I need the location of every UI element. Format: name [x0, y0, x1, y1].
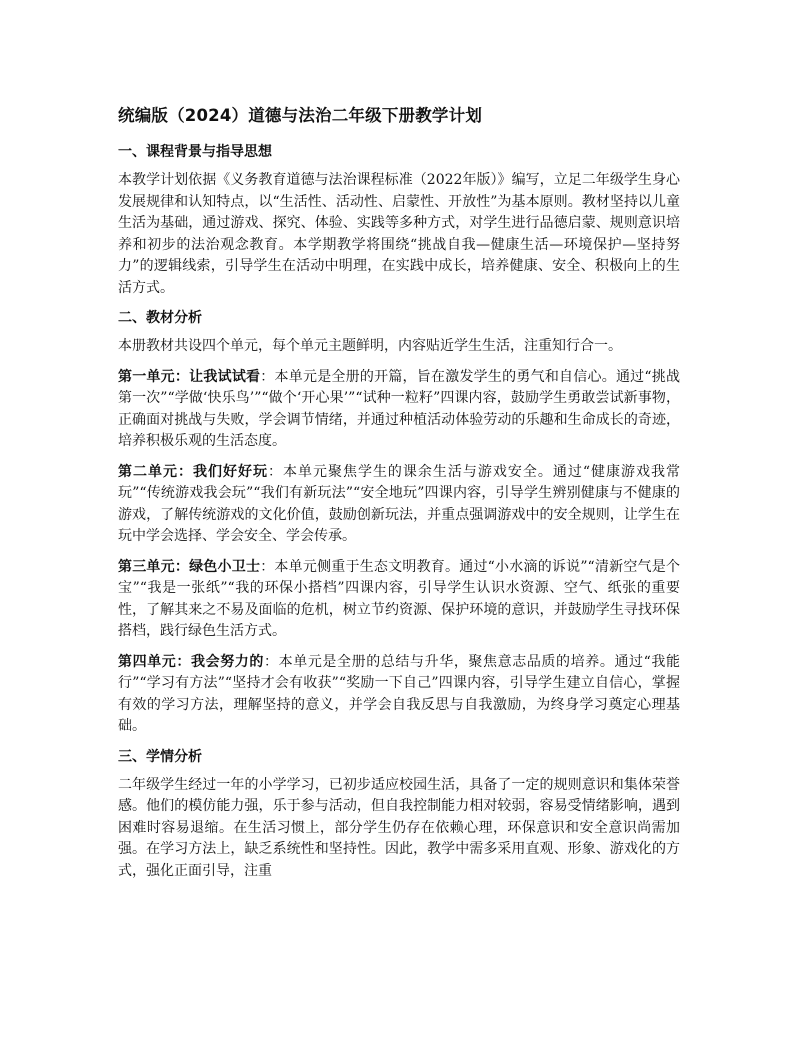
unit-2-text: ：本单元聚焦学生的课余生活与游戏安全。通过“健康游戏我常玩”“传统游戏我会玩”“我们有新玩法”“安全地玩”四课内容，引导学生辨别健康与不健康的游戏，了解传统游戏的文化价值，鼓励创新玩法，并重点强调游戏中的安全规则，让学生在玩中学会选择、学会安全、学会传承。	[118, 463, 681, 544]
unit-4-text: ：本单元是全册的总结与升华，聚焦意志品质的培养。通过“我能行”“学习有方法”“坚持才会有收获”“奖励一下自己”四课内容，引导学生建立自信心，掌握有效的学习方法，理解坚持的意义，并学会自我反思与自我激励，为终身学习奠定心理基础。	[118, 653, 681, 734]
unit-4-label: 第四单元：我会努力的	[118, 653, 265, 670]
unit-1-paragraph	[118, 367, 680, 453]
unit-4-paragraph	[118, 652, 680, 738]
unit-3-text: ：本单元侧重于生态文明教育。通过“小水滴的诉说”“清新空气是个宝”“我是一张纸”“我的环保小搭档”四课内容，引导学生认识水资源、空气、纸张的重要性，了解其来之不易及面临的危机，树立节约资源、保护环境的意识，并鼓励学生寻找环保搭档，践行绿色生活方式。	[118, 558, 680, 639]
unit-2-label: 第二单元：我们好好玩	[118, 463, 268, 480]
unit-3-paragraph	[118, 557, 680, 643]
unit-1-text: ：本单元是全册的开篇，旨在激发学生的勇气和自信心。通过“挑战第一次”“学做‘快乐鸟’”“做个‘开心果’”“试种一粒籽”四课内容，鼓励学生勇敢尝试新事物，正确面对挑战与失败，学会调节情绪，并通过种植活动体验劳动的乐趣和生命成长的奇迹，培养积极乐观的生活态度。	[118, 368, 681, 449]
textbook-intro-paragraph: 本册教材共设四个单元，每个单元主题鲜明，内容贴近学生生活，注重知行合一。	[118, 338, 622, 354]
unit-3-label: 第三单元：绿色小卫士	[118, 558, 261, 575]
document-page	[118, 105, 680, 891]
unit-2-paragraph	[118, 462, 680, 548]
section-heading-student-analysis: 三、学情分析	[118, 748, 202, 765]
document-title: 统编版（2024）道德与法治二年级下册教学计划	[118, 106, 483, 125]
student-analysis-paragraph: 二年级学生经过一年的小学学习，已初步适应校园生活，具备了一定的规则意识和集体荣誉感。他们的模仿能力强，乐于参与活动，但自我控制能力相对较弱，容易受情绪影响，遇到困难时容易退缩。在生活习惯上，部分学生仍存在依赖心理，环保意识和安全意识尚需加强。在学习方法上，缺乏系统性和坚持性。因此，教学中需多采用直观、形象、游戏化的方式，强化正面引导，注重	[118, 776, 680, 879]
section-heading-textbook-analysis: 二、教材分析	[118, 310, 202, 326]
section-heading-background: 一、课程背景与指导思想	[118, 144, 272, 160]
background-paragraph: 本教学计划依据《义务教育道德与法治课程标准（2022年版）》编写，立足二年级学生身心发展规律和认知特点，以“生活性、活动性、启蒙性、开放性”为基本原则。教材坚持以儿童生活为基础，通过游戏、探究、体验、实践等多种方式，对学生进行品德启蒙、规则意识培养和初步的法治观念教育。本学期教学将围绕“挑战自我—健康生活—环境保护—坚持努力”的逻辑线索，引导学生在活动中明理，在实践中成长，培养健康、安全、积极向上的生活方式。	[118, 172, 680, 296]
unit-1-label: 第一单元：让我试试看	[118, 368, 261, 385]
